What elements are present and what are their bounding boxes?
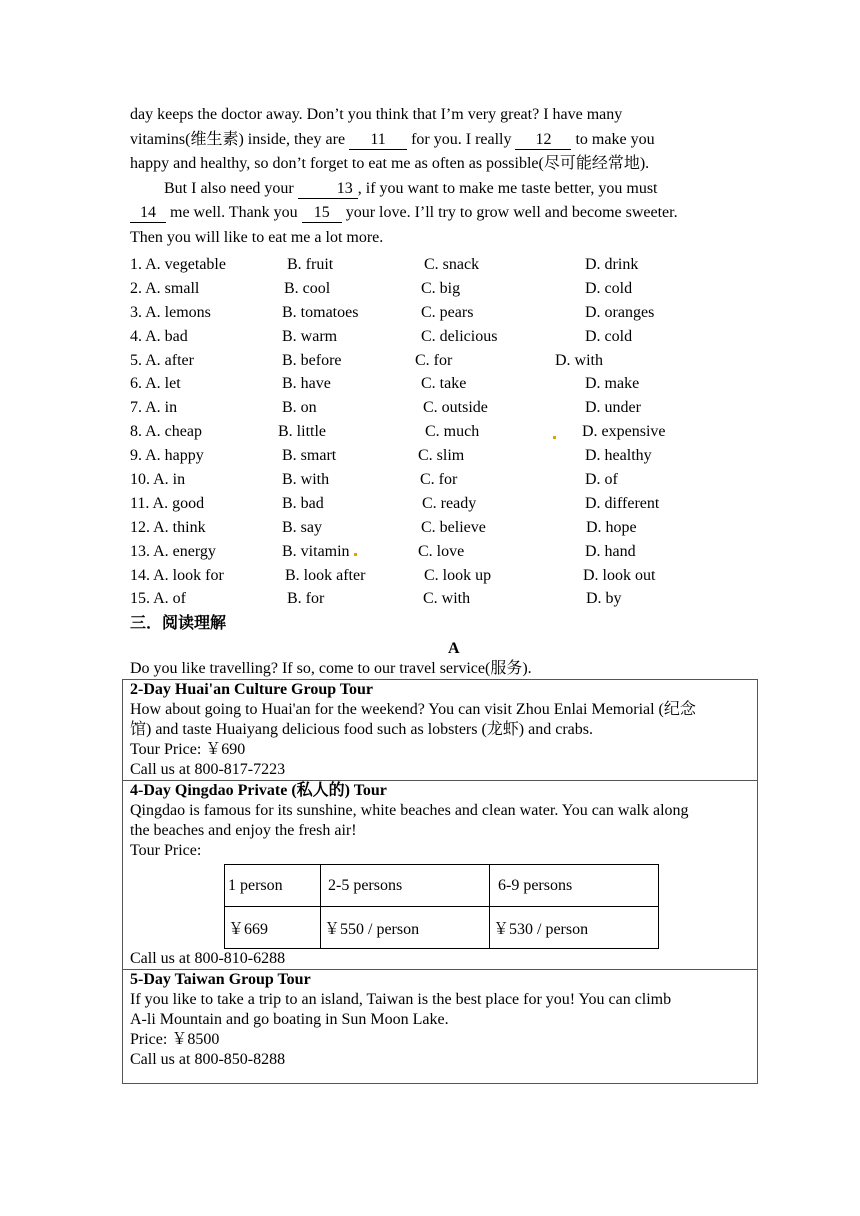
- option-d: D. oranges: [585, 303, 655, 321]
- option-c: C. snack: [424, 256, 480, 273]
- tour-title: 5-Day Taiwan Group Tour: [130, 971, 311, 988]
- option-c: C. believe: [421, 518, 486, 536]
- price-table-value-row: [225, 907, 659, 949]
- option-a: 5. A. after: [130, 351, 194, 369]
- option-d: D. cold: [585, 279, 633, 297]
- option-row: [130, 420, 750, 444]
- option-b: B. cool: [284, 279, 331, 297]
- price-table: [224, 864, 659, 949]
- option-a: 13. A. energy: [130, 542, 216, 560]
- option-b: B. have: [282, 375, 331, 393]
- passage-line: [130, 177, 730, 202]
- option-d: D. under: [585, 399, 641, 417]
- price-table-cell: ￥669: [225, 907, 321, 949]
- price-table-cell: ￥530 / person: [490, 907, 659, 949]
- tour-phone: Call us at 800-810-6288: [130, 950, 286, 967]
- option-row: [130, 325, 750, 349]
- option-d: D. hope: [586, 518, 637, 536]
- passage-line: happy and healthy, so don’t forget to eat me as often as possible(尽可能经常地).: [130, 155, 650, 172]
- tour-description: A-li Mountain and go boating in Sun Moon Lake.: [130, 1011, 449, 1028]
- option-c: C. slim: [418, 447, 465, 465]
- option-row: [130, 253, 750, 277]
- price-table-header: 2-5 persons: [321, 865, 490, 907]
- option-row: [130, 540, 750, 564]
- option-a: 8. A. cheap: [130, 423, 202, 441]
- option-b: B. look after: [285, 566, 366, 584]
- tour-description: 馆) and taste Huaiyang delicious food such as lobsters (龙虾) and crabs.: [130, 721, 593, 738]
- option-row: [130, 516, 750, 540]
- option-row: [130, 372, 750, 396]
- option-a: 2. A. small: [130, 279, 200, 297]
- passage-text: for you. I really: [411, 130, 512, 148]
- option-b: B. warm: [282, 327, 338, 345]
- option-a: 12. A. think: [130, 518, 206, 536]
- option-b: B. bad: [282, 494, 324, 512]
- option-d: D. different: [585, 494, 660, 512]
- option-b: B. for: [287, 590, 325, 608]
- option-a: 11. A. good: [130, 494, 205, 512]
- option-d: D. cold: [585, 327, 633, 345]
- blank-11: 11: [349, 131, 407, 150]
- blank-12: 12: [515, 131, 571, 150]
- option-a: 7. A. in: [130, 399, 178, 417]
- option-b: B. smart: [282, 447, 337, 465]
- tour-price-label: Tour Price:: [130, 842, 202, 859]
- option-c: C. look up: [424, 566, 492, 584]
- option-c: C. much: [425, 423, 480, 441]
- blank-13: 13: [298, 180, 358, 199]
- tour-qingdao: [123, 780, 757, 969]
- option-row: [130, 301, 750, 325]
- option-a: 6. A. let: [130, 375, 181, 393]
- blank-14: 14: [130, 204, 166, 223]
- passage-line: day keeps the doctor away. Don’t you think that I’m very great? I have many: [130, 106, 623, 123]
- option-c: C. ready: [422, 494, 477, 512]
- option-a: 3. A. lemons: [130, 303, 211, 321]
- passage-text: , if you want to make me taste better, you must: [357, 179, 658, 197]
- tour-description: How about going to Huai'an for the weekend? You can visit Zhou Enlai Memorial (纪念: [130, 701, 696, 718]
- tour-price: Price: ￥8500: [130, 1031, 220, 1048]
- passage-text: your love. I’ll try to grow well and become sweeter.: [345, 204, 678, 221]
- option-b: B. say: [282, 518, 322, 536]
- option-d: D. look out: [583, 566, 656, 584]
- tour-phone: Call us at 800-850-8288: [130, 1051, 286, 1068]
- section-title: 三．阅读理解: [130, 613, 227, 632]
- option-d: D. healthy: [585, 447, 652, 465]
- option-d: D. hand: [585, 542, 636, 560]
- option-c: C. with: [423, 590, 471, 608]
- option-c: C. love: [418, 542, 465, 560]
- passage-text: to make you: [575, 130, 655, 148]
- option-c: C. for: [420, 471, 458, 489]
- tour-description: If you like to take a trip to an island, Taiwan is the best place for you! You can climb: [130, 991, 672, 1008]
- option-c: C. pears: [421, 303, 474, 321]
- reading-intro: Do you like travelling? If so, come to our travel service(服务).: [130, 660, 532, 677]
- tour-table: [122, 679, 758, 1084]
- option-b: B. with: [282, 471, 330, 489]
- cloze-passage: [130, 103, 730, 250]
- option-row: [130, 349, 750, 373]
- tour-title: 2-Day Huai'an Culture Group Tour: [130, 681, 374, 698]
- option-b: B. fruit: [287, 256, 334, 273]
- option-b: B. tomatoes: [282, 303, 359, 321]
- option-d: D. make: [585, 375, 640, 393]
- option-c: C. for: [415, 351, 453, 369]
- option-d: D. by: [586, 590, 622, 608]
- tour-taiwan: [123, 969, 757, 1083]
- passage-line: [130, 201, 730, 226]
- options-list: [130, 253, 750, 611]
- option-c: C. big: [421, 279, 461, 297]
- passage-line: [130, 128, 730, 153]
- option-b: B. little: [278, 423, 326, 441]
- passage-line: Then you will like to eat me a lot more.: [130, 228, 384, 246]
- blank-15: 15: [302, 204, 342, 223]
- option-b: B. vitamin: [282, 542, 350, 560]
- option-a: 15. A. of: [130, 590, 186, 608]
- option-row: [130, 396, 750, 420]
- option-c: C. delicious: [421, 327, 498, 345]
- option-b: B. before: [282, 351, 342, 369]
- option-b: B. on: [282, 399, 317, 417]
- option-c: C. take: [421, 375, 467, 393]
- tour-price: Tour Price: ￥690: [130, 741, 246, 758]
- price-table-cell: ￥550 / person: [321, 907, 490, 949]
- tour-description: Qingdao is famous for its sunshine, white beaches and clean water. You can walk along: [130, 802, 689, 819]
- option-row: [130, 468, 750, 492]
- part-letter: A: [448, 640, 460, 657]
- option-row: [130, 492, 750, 516]
- option-c: C. outside: [423, 399, 488, 417]
- option-a: 9. A. happy: [130, 447, 204, 465]
- passage-text: vitamins(维生素) inside, they are: [130, 130, 346, 148]
- passage-text: me well. Thank you: [170, 204, 298, 221]
- tour-title: 4-Day Qingdao Private (私人的) Tour: [130, 782, 387, 799]
- option-d: D. with: [555, 351, 603, 369]
- option-a: 10. A. in: [130, 471, 186, 489]
- tour-huaian: [123, 680, 757, 780]
- tour-phone: Call us at 800-817-7223: [130, 761, 286, 778]
- option-row: [130, 444, 750, 468]
- option-row: [130, 564, 750, 588]
- stray-dot-mark: [553, 436, 556, 439]
- price-table-header: 6-9 persons: [490, 865, 659, 907]
- price-table-header: 1 person: [225, 865, 321, 907]
- option-a: 1. A. vegetable: [130, 256, 226, 273]
- passage-text: But I also need your: [164, 179, 294, 197]
- price-table-header-row: [225, 865, 659, 907]
- option-d: D. drink: [585, 256, 639, 273]
- stray-dot-mark: [354, 553, 357, 556]
- option-a: 14. A. look for: [130, 566, 224, 584]
- option-a: 4. A. bad: [130, 327, 188, 345]
- option-row: [130, 587, 750, 611]
- option-d: D. of: [585, 471, 618, 489]
- option-d: D. expensive: [582, 423, 666, 441]
- tour-description: the beaches and enjoy the fresh air!: [130, 822, 357, 839]
- option-row: [130, 277, 750, 301]
